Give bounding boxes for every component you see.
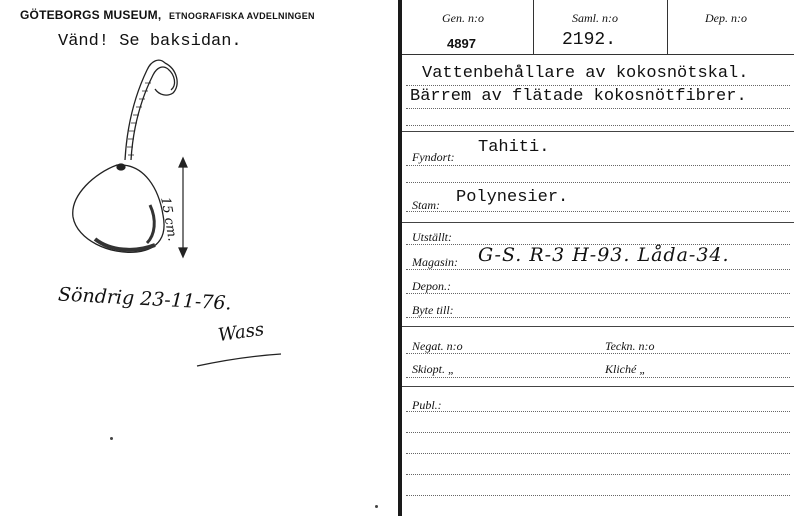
- dotted-rule: [406, 453, 790, 454]
- dotted-rule: [406, 495, 790, 496]
- dotted-rule: [406, 317, 790, 318]
- dotted-rule: [406, 353, 790, 354]
- dotted-rule: [406, 293, 790, 294]
- measurement-label: 15 cm.: [157, 196, 180, 243]
- paper-speck: [375, 505, 378, 508]
- negat-label: Negat. n:o: [412, 339, 463, 353]
- container-sketch: [55, 55, 215, 270]
- magasin-label: Magasin:: [412, 255, 458, 269]
- signature-underline: [195, 350, 285, 370]
- card-edge: [398, 0, 402, 516]
- dotted-rule: [406, 377, 790, 378]
- museum-header: [20, 8, 315, 22]
- gen-number-label: Gen. n:o: [442, 11, 484, 25]
- museum-name: GÖTEBORGS MUSEUM,: [20, 8, 162, 22]
- publ-label: Publ.:: [412, 398, 442, 412]
- fyndort-label: Fyndort:: [412, 150, 455, 164]
- fyndort-value: Tahiti.: [478, 138, 550, 157]
- dotted-rule: [406, 432, 790, 433]
- dotted-rule: [406, 211, 790, 212]
- dotted-rule: [406, 108, 790, 109]
- section-rule: [402, 326, 794, 327]
- dotted-rule: [406, 474, 790, 475]
- dotted-rule: [406, 125, 790, 126]
- byte-label: Byte till:: [412, 303, 454, 317]
- turn-over-note: Vänd! Se baksidan.: [58, 32, 242, 51]
- utstallt-label: Utställt:: [412, 230, 453, 244]
- stam-value: Polynesier.: [456, 188, 569, 207]
- kliche-label: Kliché „: [605, 362, 646, 376]
- section-rule: [402, 386, 794, 387]
- skiopt-label: Skiopt. „: [412, 362, 455, 376]
- department-name: ETNOGRAFISKA AVDELNINGEN: [168, 11, 315, 21]
- paper-speck: [110, 437, 113, 440]
- stam-label: Stam:: [412, 198, 440, 212]
- section-rule: [402, 131, 794, 132]
- description-line-1: Vattenbehållare av kokosnötskal.: [422, 64, 749, 83]
- dotted-rule: [406, 411, 790, 412]
- column-divider: [533, 0, 534, 54]
- dotted-rule: [406, 85, 790, 86]
- damage-date-note: Söndrig 23-11-76.: [57, 283, 233, 315]
- teckn-label: Teckn. n:o: [605, 339, 655, 353]
- gen-number-value: 4897: [447, 36, 476, 51]
- depon-label: Depon.:: [412, 279, 451, 293]
- dotted-rule: [406, 269, 790, 270]
- saml-number-value: 2192.: [562, 30, 617, 50]
- magasin-value: G-S. R-3 H-93. Låda-34.: [478, 244, 730, 266]
- dep-number-label: Dep. n:o: [705, 11, 747, 25]
- column-divider: [667, 0, 668, 54]
- description-line-2: Bärrem av flätade kokosnötfibrer.: [410, 87, 747, 106]
- dotted-rule: [406, 165, 790, 166]
- signature: Wass: [216, 318, 266, 347]
- section-rule: [402, 222, 794, 223]
- dotted-rule: [406, 182, 790, 183]
- saml-number-label: Saml. n:o: [572, 11, 618, 25]
